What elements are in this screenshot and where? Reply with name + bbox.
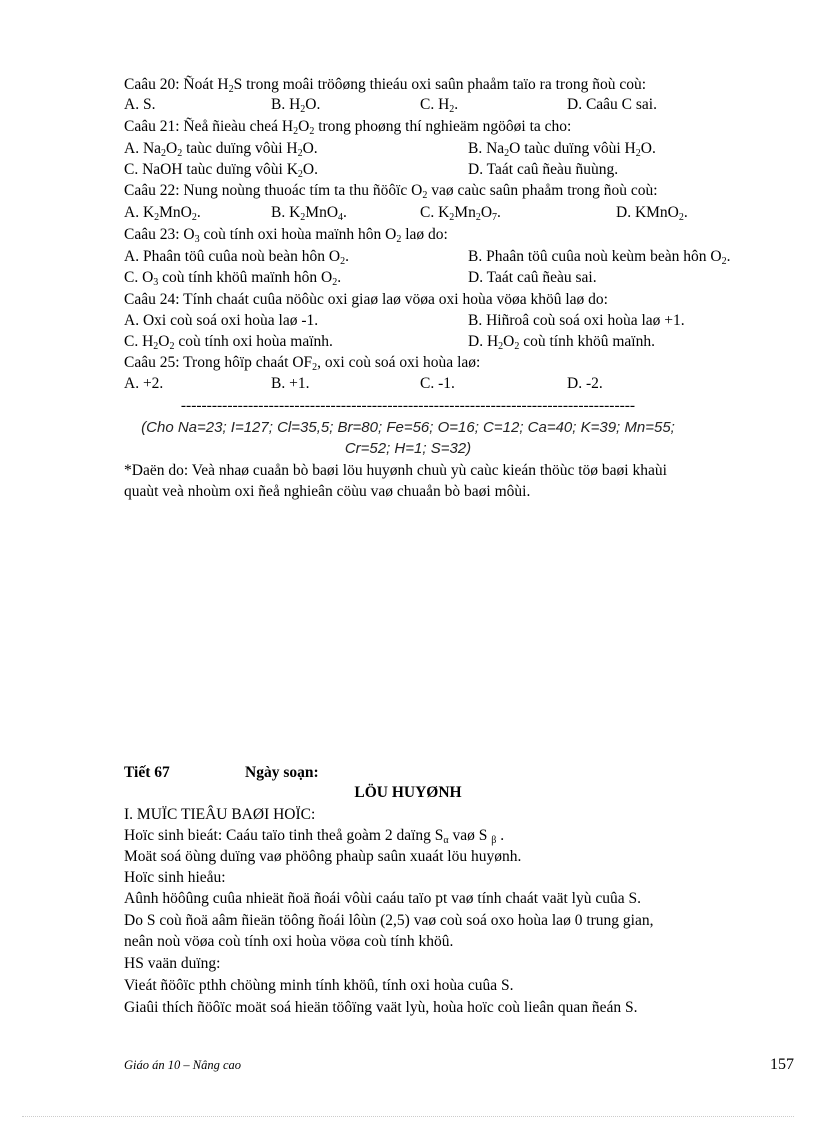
atomic-mass-note-line1: (Cho Na=23; I=127; Cl=35,5; Br=80; Fe=56; O=16; C=12; Ca=40; K=39; Mn=55;: [141, 419, 675, 436]
objective-line: Giaûi thích ñöôïc moät soá hieän töôïng vaät lyù, hoùa hoïc coù lieân quan ñeán S.: [124, 999, 638, 1016]
lesson-number: Tiết 67: [124, 764, 170, 781]
question-23-options-row1: [124, 247, 804, 267]
footer-book-title: Giáo án 10 – Nâng cao: [124, 1058, 242, 1072]
question-20-options: [124, 95, 804, 115]
option-c: C. $O_3$ coù tính khöû maïnh hôn $O_2$.: [124, 269, 342, 288]
objective-line: Do S coù ñoä aâm ñieän töông ñoái lôùn (2,5) vaø coù soá oxo hoùa laø 0 trung gian,: [124, 912, 654, 929]
option-a: A. Phaân töû cuûa noù beàn hôn $O_2$.: [124, 248, 349, 267]
option-b: B. Phaân töû cuûa noù keùm beàn hôn $O_2$.: [468, 248, 731, 267]
atomic-mass-note-line2: Cr=52; H=1; S=32): [344, 440, 472, 457]
option-a: A. $Na_2O_2$ taùc duïng vôùi $H_2O$.: [124, 140, 318, 159]
question-21-stem: Caâu 21: Ñeå ñieàu cheá $H_2O_2$ trong phoøng thí nghieäm ngöôøi ta cho:: [124, 118, 572, 137]
option-a: A. S.: [124, 96, 156, 113]
question-23-stem: Caâu 23: $O_3$ coù tính oxi hoùa maïnh hôn $O_2$ laø do:: [124, 226, 448, 245]
option-b: B. $K_2MnO_4$.: [271, 204, 347, 223]
question-24-stem: Caâu 24: Tính chaát cuûa nöôùc oxi giaø laø vöøa oxi hoùa vöøa khöû laø do:: [124, 291, 608, 308]
homework-guide-line2: quaùt veà nhoùm oxi ñeå nghieân cöùu vaø chuaån bò baøi môùi.: [124, 483, 531, 500]
option-b: B. Hiñroâ coù soá oxi hoùa laø +1.: [468, 312, 685, 329]
option-d: D. Taát caû ñeàu ñuùng.: [468, 161, 619, 178]
option-a: A. Oxi coù soá oxi hoùa laø -1.: [124, 312, 319, 329]
objective-line: Moät soá öùng duïng vaø phöông phaùp saûn xuaát löu huyønh.: [124, 848, 522, 865]
option-c: C. NaOH taùc duïng vôùi $K_2O$.: [124, 161, 318, 180]
question-21-options-row1: [124, 139, 804, 159]
objectives-heading: I. MUÏC TIEÂU BAØI HOÏC:: [124, 806, 316, 823]
lesson-date-label: Ngày soạn:: [245, 764, 319, 781]
option-d: D. Taát caû ñeàu sai.: [468, 269, 597, 286]
option-d: D. KMnO$_2$.: [616, 204, 688, 223]
option-c: C. $K_2Mn_2O_7$.: [420, 204, 501, 223]
footer-divider: [22, 1116, 794, 1117]
objective-line: Hoïc sinh bieát: Caáu taïo tinh theå goàm 2 daïng $S_\alpha$ vaø S $_\beta$ .: [124, 827, 505, 846]
option-c: C. $H_2$.: [420, 96, 459, 115]
lesson-title: LÖU HUYØNH: [354, 784, 462, 801]
objective-line: Hoïc sinh hieåu:: [124, 869, 226, 886]
question-24-options-row1: [124, 311, 804, 331]
homework-guide-line1: *Daën do: Veà nhaø cuaån bò baøi löu huyønh chuù yù caùc kieán thöùc töø baøi khaùi: [124, 462, 667, 479]
objective-line: neân noù vöøa coù tính oxi hoùa vöøa coù tính khöû.: [124, 933, 454, 950]
question-23-options-row2: [124, 268, 804, 288]
question-20-stem: Caâu 20: Ñoát $H_2S$ trong moâi tröôøng thieáu oxi saûn phaåm taïo ra trong ñoù coù:: [124, 76, 647, 95]
question-21-options-row2: [124, 160, 804, 180]
option-d: D. $H_2O_2$ coù tính khöû maïnh.: [468, 333, 655, 352]
option-d: D. Caâu C sai.: [567, 96, 657, 113]
option-b: B. $H_2O$.: [271, 96, 321, 115]
option-b: B. $Na_2O$ taùc duïng vôùi $H_2O$.: [468, 140, 656, 159]
question-22-stem: Caâu 22: Nung noùng thuoác tím ta thu ñöôïc $O_2$ vaø caùc saûn phaåm trong ñoù coù:: [124, 182, 658, 201]
objective-line: HS vaän duïng:: [124, 955, 221, 972]
question-24-options-row2: [124, 332, 804, 352]
question-25-stem: Caâu 25: Trong hôïp chaát $OF_2$, oxi coù soá oxi hoùa laø:: [124, 354, 481, 373]
question-22-options: [124, 203, 804, 223]
separator-line: ----------------------------------------------------------------------------------------: [180, 397, 636, 414]
option-d: D. -2.: [567, 375, 603, 392]
option-b: B. +1.: [271, 375, 310, 392]
option-c: C. -1.: [420, 375, 455, 392]
objective-line: Aûnh höôûng cuûa nhieät ñoä ñoái vôùi caáu taïo pt vaø tính chaát vaät lyù cuûa S.: [124, 890, 641, 907]
page-number: 157: [770, 1056, 794, 1073]
objective-line: Vieát ñöôïc pthh chöùng minh tính khöû, tính oxi hoùa cuûa S.: [124, 977, 514, 994]
option-c: C. $H_2O_2$ coù tính oxi hoùa maïnh.: [124, 333, 333, 352]
question-25-options: [124, 374, 804, 394]
option-a: A. $K_2MnO_2$.: [124, 204, 201, 223]
option-a: A. +2.: [124, 375, 164, 392]
